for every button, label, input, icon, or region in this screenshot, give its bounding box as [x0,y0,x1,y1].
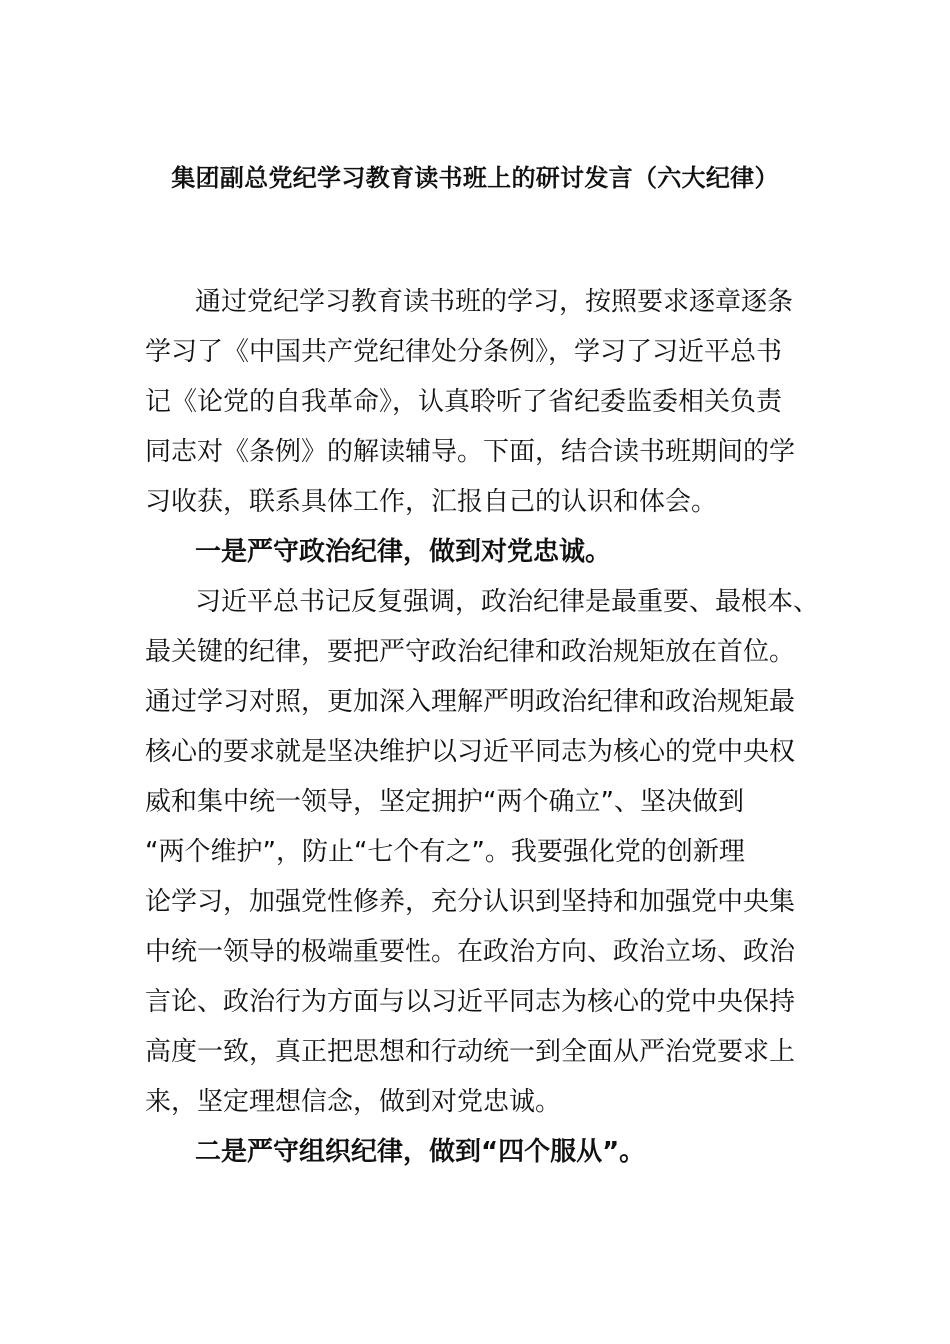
paragraph-line: 威和集中统一领导，坚定拥护“两个确立”、坚决做到 [145,787,744,817]
paragraph-line: 习近平总书记反复强调，政治纪律是最重要、最根本、 [195,587,820,617]
paragraph-line: “两个维护”，防止“七个有之”。我要强化党的创新理 [145,837,745,867]
paragraph-line: 学习了《中国共产党纪律处分条例》，学习了习近平总书 [145,337,783,367]
paragraph-line: 中统一领导的极端重要性。在政治方向、政治立场、政治 [145,937,796,967]
paragraph-line: 同志对《条例》的解读辅导。下面，结合读书班期间的学 [145,437,796,467]
paragraph-line: 言论、政治行为方面与以习近平同志为核心的党中央保持 [145,987,796,1017]
paragraph-line: 核心的要求就是坚决维护以习近平同志为核心的党中央权 [145,737,796,767]
paragraph-line: 来，坚定理想信念，做到对党忠诚。 [145,1087,562,1117]
paragraph-line: 记《论党的自我革命》，认真聆听了省纪委监委相关负责 [145,387,783,417]
paragraph-line: 论学习，加强党性修养，充分认识到坚持和加强党中央集 [145,887,796,917]
paragraph-line: 习收获，联系具体工作，汇报自己的认识和体会。 [145,487,718,517]
paragraph-line: 通过党纪学习教育读书班的学习，按照要求逐章逐条 [195,287,794,317]
section-heading-1: 一是严守政治纪律，做到对党忠诚。 [195,537,612,567]
section-heading-2: 二是严守组织纪律，做到“四个服从”。 [195,1137,646,1167]
document-title: 集团副总党纪学习教育读书班上的研讨发言（六大纪律） [171,164,779,192]
paragraph-line: 通过学习对照，更加深入理解严明政治纪律和政治规矩最 [145,687,796,717]
paragraph-line: 最关键的纪律，要把严守政治纪律和政治规矩放在首位。 [145,637,796,667]
paragraph-line: 高度一致，真正把思想和行动统一到全面从严治党要求上 [145,1037,796,1067]
